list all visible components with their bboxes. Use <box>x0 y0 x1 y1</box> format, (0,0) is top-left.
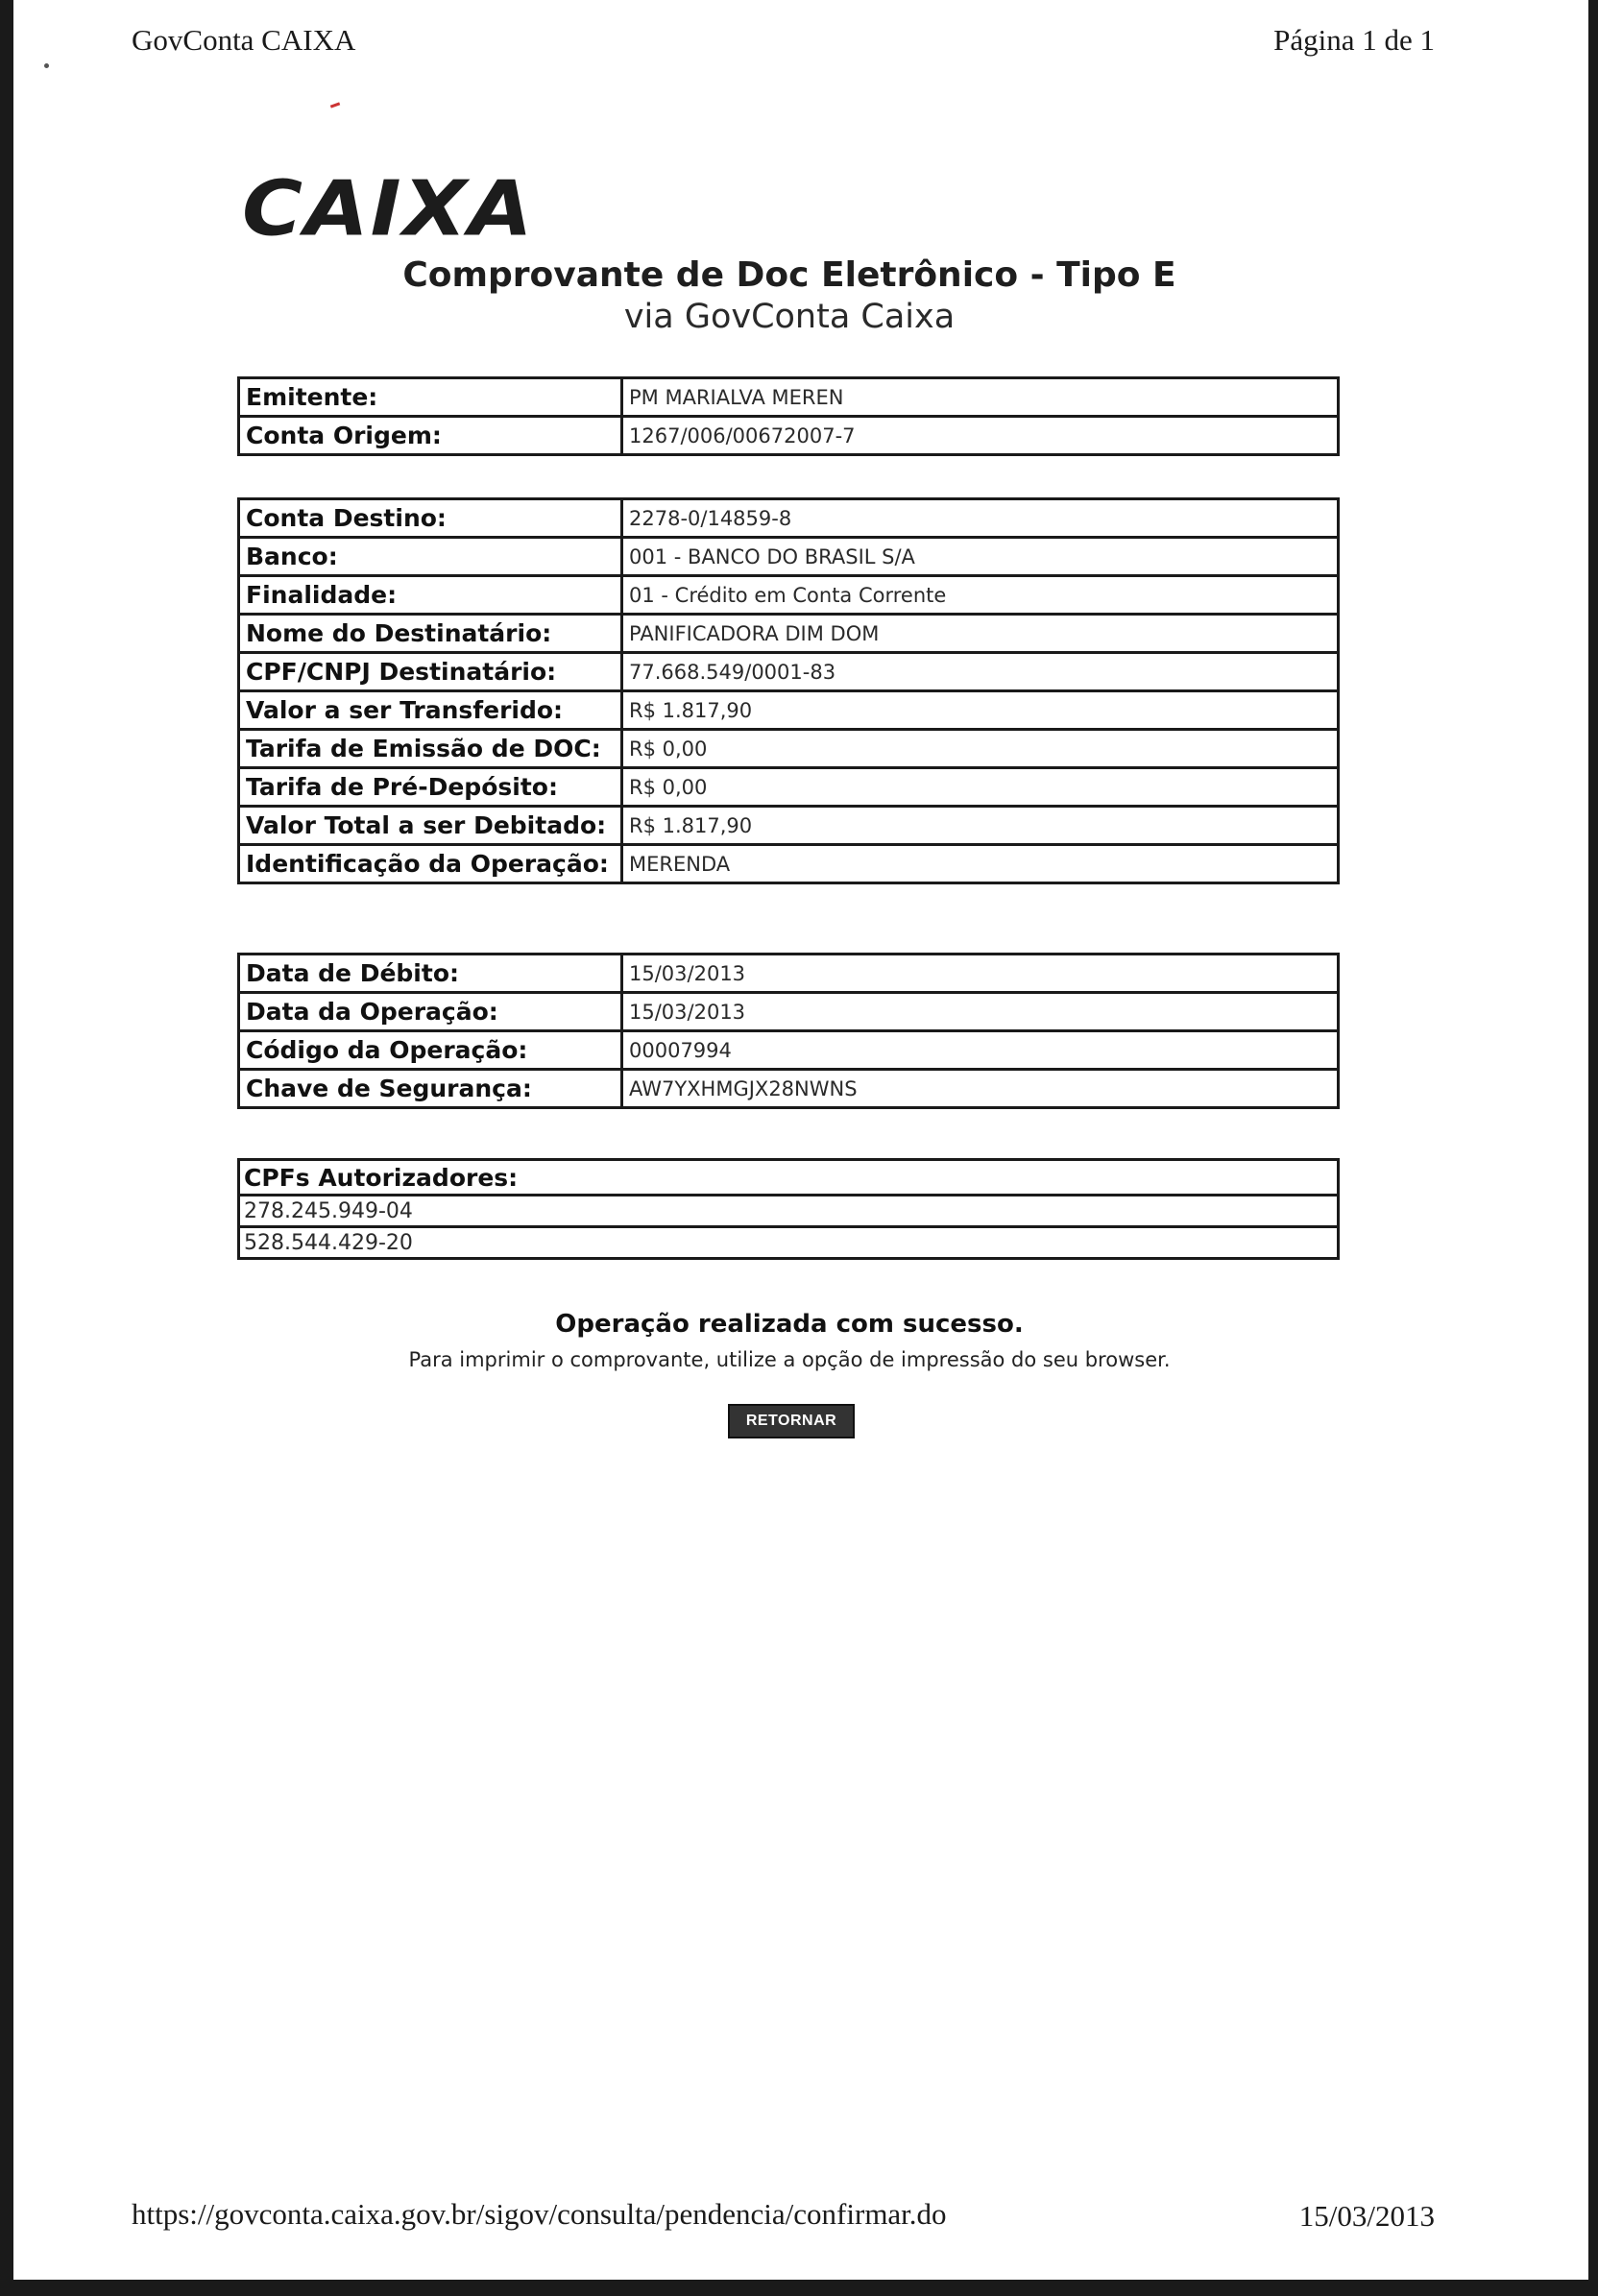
field-label: Data de Débito: <box>239 955 622 993</box>
success-message: Operação realizada com sucesso. <box>555 1310 1024 1339</box>
field-label: Valor Total a ser Debitado: <box>239 807 622 845</box>
field-label: Finalidade: <box>239 576 622 615</box>
table-row <box>239 1070 1339 1108</box>
field-value: 001 - BANCO DO BRASIL S/A <box>622 538 1339 576</box>
field-label: Conta Destino: <box>239 499 622 538</box>
field-value: MERENDA <box>622 845 1339 883</box>
field-label: Valor a ser Transferido: <box>239 691 622 730</box>
print-header-page: Página 1 de 1 <box>1273 23 1435 57</box>
field-label: Data da Operação: <box>239 993 622 1031</box>
table-row <box>239 768 1339 807</box>
table-row <box>239 807 1339 845</box>
field-label: Conta Origem: <box>239 417 622 455</box>
field-value: R$ 1.817,90 <box>622 807 1339 845</box>
field-value: R$ 0,00 <box>622 768 1339 807</box>
field-label: Emitente: <box>239 378 622 417</box>
authorizers-table <box>237 1158 1340 1260</box>
field-value: 2278-0/14859-8 <box>622 499 1339 538</box>
authorizer-cpf: 528.544.429-20 <box>239 1227 1339 1259</box>
scan-mark <box>330 102 340 108</box>
origin-table <box>237 376 1340 456</box>
table-row <box>239 730 1339 768</box>
page-subtitle: via GovConta Caixa <box>623 298 956 336</box>
field-label: Banco: <box>239 538 622 576</box>
authorizers-label: CPFs Autorizadores: <box>239 1160 1339 1196</box>
field-label: CPF/CNPJ Destinatário: <box>239 653 622 691</box>
table-row <box>239 417 1339 455</box>
field-label: Código da Operação: <box>239 1031 622 1070</box>
field-value: 15/03/2013 <box>622 955 1339 993</box>
table-row <box>239 955 1339 993</box>
return-button[interactable]: RETORNAR <box>728 1404 855 1438</box>
field-value: 77.668.549/0001-83 <box>622 653 1339 691</box>
field-value: 1267/006/00672007-7 <box>622 417 1339 455</box>
table-row <box>239 653 1339 691</box>
field-label: Chave de Segurança: <box>239 1070 622 1108</box>
table-row <box>239 576 1339 615</box>
field-label: Nome do Destinatário: <box>239 615 622 653</box>
print-footer-date: 15/03/2013 <box>1298 2199 1435 2233</box>
field-value: PANIFICADORA DIM DOM <box>622 615 1339 653</box>
field-value: R$ 1.817,90 <box>622 691 1339 730</box>
scan-speck <box>44 63 49 68</box>
field-value: R$ 0,00 <box>622 730 1339 768</box>
field-label: Identificação da Operação: <box>239 845 622 883</box>
table-row <box>239 1227 1339 1259</box>
table-row <box>239 499 1339 538</box>
field-label: Tarifa de Emissão de DOC: <box>239 730 622 768</box>
table-row <box>239 538 1339 576</box>
operation-table <box>237 953 1340 1109</box>
table-row <box>239 993 1339 1031</box>
print-header-title: GovConta CAIXA <box>132 23 356 57</box>
field-value: 15/03/2013 <box>622 993 1339 1031</box>
authorizer-cpf: 278.245.949-04 <box>239 1196 1339 1227</box>
table-row <box>239 691 1339 730</box>
table-row <box>239 378 1339 417</box>
caixa-logo: CAIXA <box>242 165 535 254</box>
table-row <box>239 615 1339 653</box>
field-label: Tarifa de Pré-Depósito: <box>239 768 622 807</box>
print-hint: Para imprimir o comprovante, utilize a opção de impressão do seu browser. <box>408 1348 1171 1371</box>
table-row <box>239 1031 1339 1070</box>
transfer-table <box>237 497 1340 884</box>
table-row <box>239 1196 1339 1227</box>
page-title: Comprovante de Doc Eletrônico - Tipo E <box>402 255 1176 295</box>
field-value: AW7YXHMGJX28NWNS <box>622 1070 1339 1108</box>
field-value: 01 - Crédito em Conta Corrente <box>622 576 1339 615</box>
table-row <box>239 1160 1339 1196</box>
printed-page <box>13 0 1588 2280</box>
table-row <box>239 845 1339 883</box>
print-footer-url: https://govconta.caixa.gov.br/sigov/consulta/pendencia/confirmar.do <box>132 2197 947 2231</box>
field-value: 00007994 <box>622 1031 1339 1070</box>
field-value: PM MARIALVA MEREN <box>622 378 1339 417</box>
